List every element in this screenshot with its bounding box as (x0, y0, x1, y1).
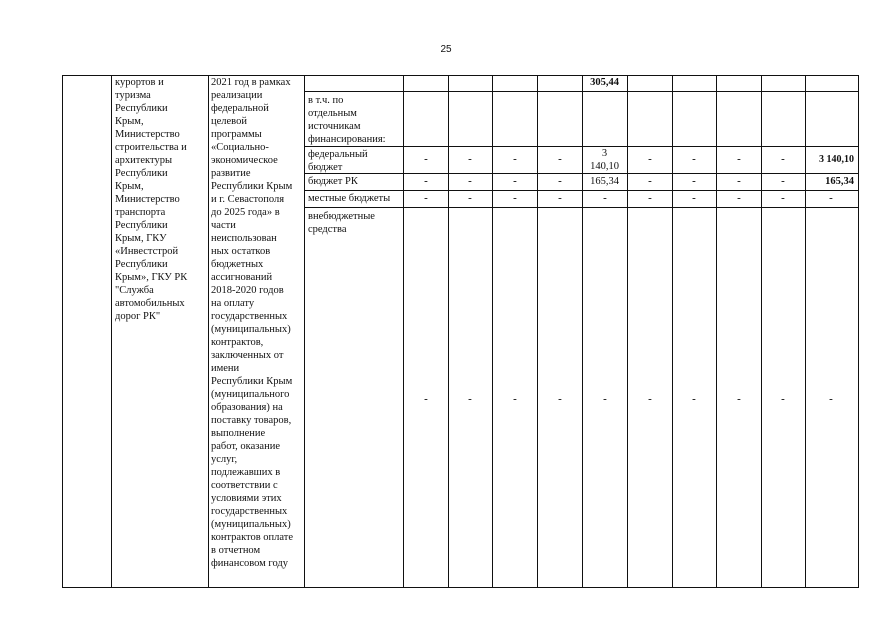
col-line (858, 75, 859, 588)
text-line: экономическое (211, 155, 278, 166)
text-line: образования) на (211, 402, 283, 413)
col-line (62, 75, 63, 588)
text-line: работ, оказание (211, 441, 280, 452)
description-cell (211, 76, 293, 570)
dash-cell: - (781, 175, 785, 187)
dash-cell: - (468, 175, 472, 187)
text-line: подлежавших в (211, 467, 281, 478)
dash-cell: - (558, 192, 562, 204)
text-line: 2018-2020 годов (211, 285, 284, 296)
text-line: «Социально- (211, 142, 269, 153)
dash-cell: - (648, 393, 652, 405)
col-line (403, 75, 404, 588)
text-line: «Инвестстрой (115, 246, 179, 257)
text-line: ных остатков (211, 246, 271, 257)
text-line: Крым, ГКУ (115, 233, 167, 244)
col-line (805, 75, 806, 588)
source-including-label (308, 94, 386, 146)
col-line (627, 75, 628, 588)
text-line: Республики (115, 220, 168, 231)
dash-cell: - (424, 393, 428, 405)
dash-cell: - (424, 153, 428, 165)
text-line: финансирования: (308, 134, 386, 145)
text-line: Республики (115, 168, 168, 179)
dash-cell: - (648, 175, 652, 187)
text-line: дорог РК" (115, 311, 161, 322)
text-line: и г. Севастополя (211, 194, 285, 205)
text-line: Министерство (115, 129, 180, 140)
dash-cell: - (737, 175, 741, 187)
text-line: в отчетном (211, 545, 261, 556)
dash-cell: - (829, 192, 833, 204)
text-line: отдельным (308, 108, 357, 119)
col-line (208, 75, 209, 588)
text-line: туризма (115, 90, 151, 101)
text-line: федеральный (308, 149, 368, 160)
text-line: в т.ч. по (308, 95, 344, 106)
col-line (716, 75, 717, 588)
text-line: (муниципальных) (211, 324, 291, 335)
text-line: Крым, (115, 181, 144, 192)
rk-value-cell: 165,34 (590, 176, 619, 187)
dash-cell: - (737, 153, 741, 165)
col-line (111, 75, 112, 588)
dash-cell: - (424, 175, 428, 187)
dash-cell: - (558, 393, 562, 405)
dash-cell: - (692, 192, 696, 204)
dash-cell: - (692, 175, 696, 187)
col-line (537, 75, 538, 588)
federal-total-cell: 3 140,10 (819, 154, 854, 165)
text-line: на оплату (211, 298, 255, 309)
dash-cell: - (737, 393, 741, 405)
text-line: Министерство (115, 194, 180, 205)
dash-cell: - (468, 393, 472, 405)
dash-cell: - (648, 153, 652, 165)
dash-cell: - (603, 393, 607, 405)
source-local-label: местные бюджеты (308, 193, 391, 204)
text-line: строительства и (115, 142, 187, 153)
text-line: государственных (211, 311, 288, 322)
dash-cell: - (603, 192, 607, 204)
text-line: неиспользован (211, 233, 277, 244)
text-line: Республики (115, 103, 168, 114)
text-line: курортов и (115, 77, 164, 88)
text-line: части (211, 220, 236, 231)
text-line: транспорта (115, 207, 166, 218)
col-line (492, 75, 493, 588)
dash-cell: - (558, 153, 562, 165)
text-line: "Служба (115, 285, 154, 296)
text-line: Республики Крым (211, 376, 293, 387)
source-rk-label: бюджет РК (308, 176, 358, 187)
text-line: развитие (211, 168, 251, 179)
rk-total-cell: 165,34 (825, 176, 854, 187)
responsible-cell (115, 76, 187, 323)
source-federal-label (308, 148, 368, 174)
text-line: автомобильных (115, 298, 185, 309)
text-line: средства (308, 224, 347, 235)
total-value-cell: 305,44 (590, 77, 619, 88)
text-line: условиями этих (211, 493, 282, 504)
dash-cell: - (781, 393, 785, 405)
text-line: контрактов оплате (211, 532, 294, 543)
text-line: услуг, (211, 454, 238, 465)
text-line: целевой (211, 116, 247, 127)
dash-cell: - (513, 393, 517, 405)
col-line (448, 75, 449, 588)
dash-cell: - (468, 153, 472, 165)
text-line: Крым, (115, 116, 144, 127)
dash-cell: - (737, 192, 741, 204)
text-line: архитектуры (115, 155, 172, 166)
text-line: (муниципальных) (211, 519, 291, 530)
page-number: 25 (440, 44, 452, 55)
text-line: государственных (211, 506, 288, 517)
text-line: федеральной (211, 103, 269, 114)
dash-cell: - (513, 153, 517, 165)
dash-cell: - (513, 175, 517, 187)
text-line: программы (211, 129, 262, 140)
dash-cell: - (692, 153, 696, 165)
text-line: внебюджетные (308, 211, 375, 222)
dash-cell: - (558, 175, 562, 187)
text-line: выполнение (211, 428, 266, 439)
text-line: ассигнований (211, 272, 273, 283)
text-line: до 2025 года» в (211, 207, 280, 218)
text-line: заключенных от (211, 350, 284, 361)
text-line: бюджетных (211, 259, 264, 270)
text-line: (муниципального (211, 389, 290, 400)
dash-cell: - (781, 192, 785, 204)
dash-cell: - (829, 393, 833, 405)
text-line: контрактов, (211, 337, 264, 348)
col-line (761, 75, 762, 588)
text-line: финансовом году (211, 558, 289, 569)
dash-cell: - (513, 192, 517, 204)
source-extra-label (308, 210, 375, 236)
text-line: Крым», ГКУ РК (115, 272, 188, 283)
col-line (304, 75, 305, 588)
text-line: 140,10 (590, 161, 619, 172)
text-line: реализации (211, 90, 263, 101)
dash-cell: - (648, 192, 652, 204)
dash-cell: - (424, 192, 428, 204)
text-line: Республики Крым (211, 181, 293, 192)
text-line: поставку товаров, (211, 415, 292, 426)
col-line (672, 75, 673, 588)
dash-cell: - (468, 192, 472, 204)
text-line: 2021 год в рамках (211, 77, 291, 88)
text-line: 3 (601, 148, 608, 159)
text-line: источникам (308, 121, 361, 132)
table-bottom-border (62, 587, 859, 588)
text-line: соответствии с (211, 480, 278, 491)
text-line: Республики (115, 259, 168, 270)
dash-cell: - (692, 393, 696, 405)
federal-value-cell (582, 147, 627, 173)
dash-cell: - (781, 153, 785, 165)
text-line: имени (211, 363, 240, 374)
text-line: бюджет (308, 162, 343, 173)
